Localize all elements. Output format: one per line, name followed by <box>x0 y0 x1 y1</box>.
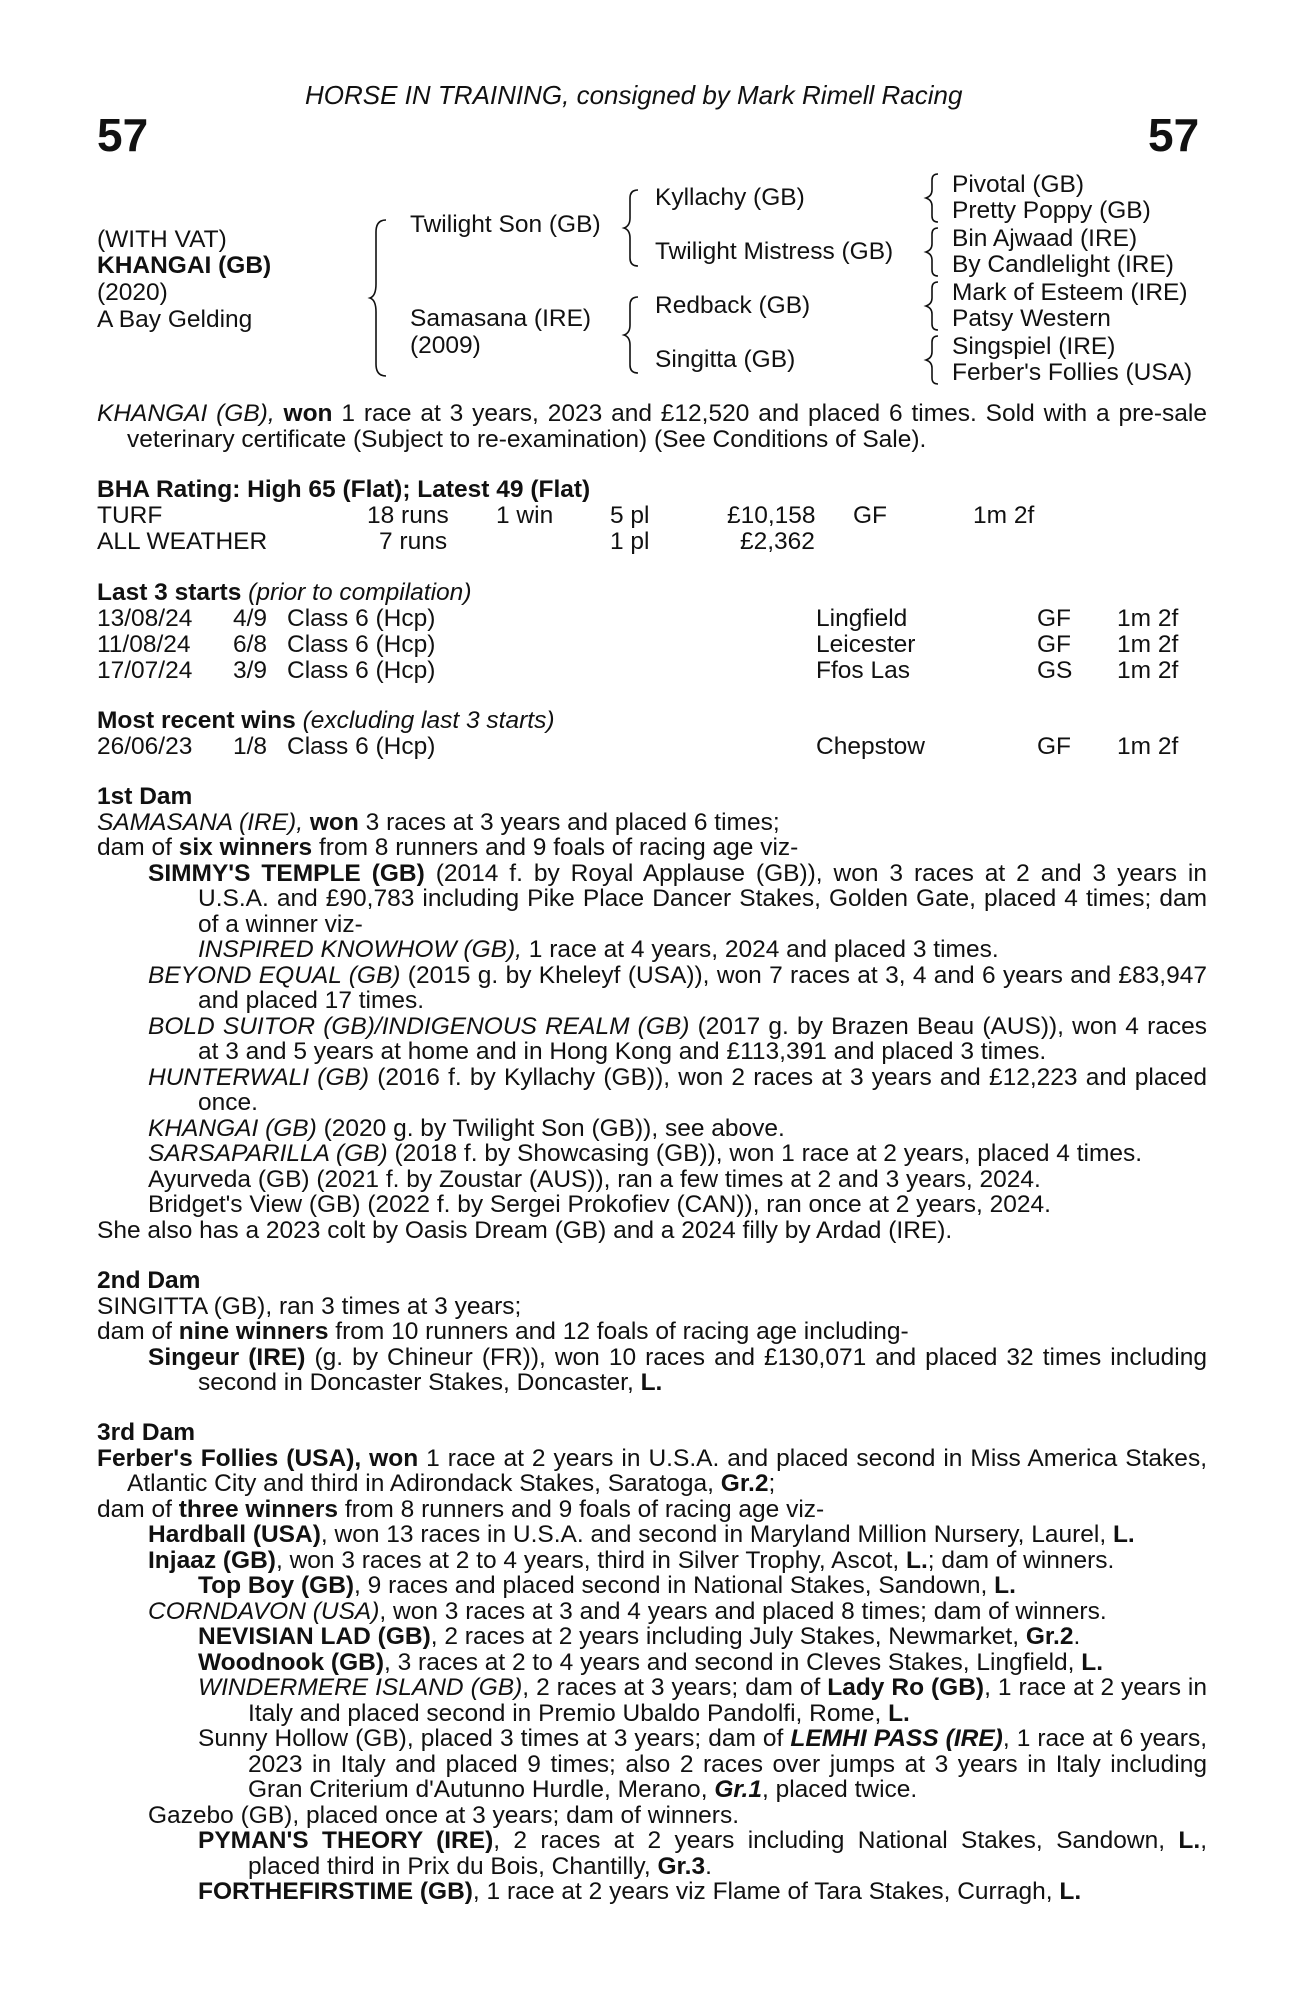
progeny-record: (g. by Chineur (FR)), won 10 races and £130,071 and placed 32 times including second in Doncaster Stakes, Doncaster, <box>198 1343 1208 1396</box>
start-date: 17/07/24 <box>97 657 193 684</box>
progeny-name: SARSAPARILLA (GB) <box>148 1140 388 1167</box>
start-class: Class 6 (Hcp) <box>287 657 436 684</box>
pedigree-sire: Twilight Son (GB) <box>410 211 601 238</box>
start-distance: 1m 2f <box>1117 631 1179 658</box>
dam2-produce-winners: nine winners <box>178 1318 329 1345</box>
pedigree-sire-sire: Kyllachy (GB) <box>655 184 805 211</box>
pedigree-sire-dam: Twilight Mistress (GB) <box>655 238 894 265</box>
listed-mark: L. <box>1178 1827 1201 1854</box>
dam3-produce-winners: three winners <box>178 1495 339 1523</box>
recent-row <box>97 734 1207 760</box>
last3-row <box>97 658 1207 684</box>
pedigree-sdd: By Candlelight (IRE) <box>952 251 1174 278</box>
rating-runs: 7 runs <box>379 528 448 555</box>
progeny-record: (2017 g. by Brazen Beau (AUS)), won 4 races at 3 and 5 years at home and in Hong Kong and £113,391 and placed 3 times. <box>198 1012 1208 1065</box>
pedigree-brace-sire <box>622 188 646 268</box>
rating-row-turf <box>97 503 1207 529</box>
dam3-name: Ferber's Follies (USA), <box>97 1444 362 1472</box>
listed-mark: L. <box>906 1546 928 1574</box>
win-class: Class 6 (Hcp) <box>287 733 436 760</box>
start-going: GS <box>1037 657 1073 684</box>
progeny-record: , won 13 races in U.S.A. and second in Maryland Million Nursery, Laurel, <box>320 1521 1113 1548</box>
rating-title: BHA Rating: High 65 (Flat); Latest 49 (Flat) <box>97 476 591 503</box>
rating-placed: 1 pl <box>610 528 650 555</box>
group-mark: Gr.1 <box>714 1776 762 1803</box>
start-class: Class 6 (Hcp) <box>287 631 436 658</box>
summary-text: 1 race at 3 years, 2023 and £12,520 and placed 6 times. Sold with a pre-sale veterinary certificate (Subject to re-examination) (See Conditions of Sale). <box>127 400 1207 453</box>
grand-progeny-name: INSPIRED KNOWHOW (GB), <box>198 936 522 963</box>
great-grand-progeny-tail: , placed twice. <box>762 1776 918 1803</box>
rating-surface: TURF <box>97 502 163 529</box>
grand-progeny-name: WINDERMERE ISLAND (GB) <box>198 1674 523 1701</box>
pedigree-dsd: Patsy Western <box>952 305 1111 332</box>
start-position: 3/9 <box>233 657 268 684</box>
third-dam-title: 3rd Dam <box>97 1419 196 1446</box>
pedigree-dam-sire: Redback (GB) <box>655 292 811 319</box>
horse-name: KHANGAI (GB) <box>97 252 272 279</box>
group-mark: Gr.2 <box>1025 1623 1074 1650</box>
progeny-record: (2015 g. by Kheleyf (USA)), won 7 races at 3, 4 and 6 years and £83,947 and placed 17 times. <box>198 961 1207 1014</box>
great-grand-progeny-record: , 1 race at 6 years, 2023 in Italy and placed 9 times; also 2 races over jumps at 3 years in Italy including Gran Criterium d'Autunno Hurdle, Merano, <box>248 1725 1208 1803</box>
catalogue-header: HORSE IN TRAINING, consigned by Mark Rimell Racing <box>305 80 963 110</box>
dam3-won: won <box>369 1444 419 1472</box>
great-grand-progeny-name: Lady Ro (GB) <box>827 1674 985 1701</box>
recent-title: Most recent wins <box>97 707 296 734</box>
horse-year: (2020) <box>97 279 168 306</box>
win-course: Chepstow <box>816 733 925 760</box>
pedigree-brace-dam <box>622 295 646 375</box>
start-position: 6/8 <box>233 631 268 658</box>
dam3-tail: ; <box>768 1470 776 1497</box>
summary-horse-name: KHANGAI (GB), <box>97 400 275 427</box>
lot-number-left: 57 <box>97 109 149 161</box>
great-grand-progeny-name: LEMHI PASS (IRE) <box>790 1725 1003 1752</box>
rating-wins: 1 win <box>496 502 554 529</box>
dam1-produce-a: dam of <box>97 834 179 861</box>
start-date: 11/08/24 <box>97 631 191 658</box>
dam3-produce-a: dam of <box>97 1495 179 1523</box>
grand-progeny-record: , 2 races at 3 years; dam of <box>522 1674 828 1701</box>
first-dam-title: 1st Dam <box>97 783 193 810</box>
progeny-entry: Gazebo (GB), placed once at 3 years; dam of winners. <box>148 1801 740 1829</box>
start-course: Ffos Las <box>816 657 910 684</box>
progeny-record: (2016 f. by Kyllachy (GB)), won 2 races at 3 years and £12,223 and placed once. <box>198 1063 1207 1116</box>
listed-mark: L. <box>1081 1648 1104 1676</box>
win-position: 1/8 <box>233 733 268 760</box>
start-position: 4/9 <box>233 605 268 632</box>
pedigree-brace-ss <box>924 172 944 224</box>
dam3-record: 1 race at 2 years in U.S.A. and placed second in Miss America Stakes, Atlantic City and third in Adirondack Stakes, Saratoga, <box>127 1444 1207 1497</box>
pedigree-dds: Singspiel (IRE) <box>952 333 1116 360</box>
pedigree-brace-ds <box>924 280 944 332</box>
summary-won: won <box>283 400 333 427</box>
vat-note: (WITH VAT) <box>97 226 227 253</box>
progeny-entry: Ayurveda (GB) (2021 f. by Zoustar (AUS)), ran a few times at 2 and 3 years, 2024. <box>148 1165 1041 1193</box>
win-date: 26/06/23 <box>97 733 193 760</box>
start-distance: 1m 2f <box>1117 605 1179 632</box>
progeny-tail: ; dam of winners. <box>927 1546 1115 1574</box>
grand-progeny-record: , 3 races at 2 to 4 years and second in Cleves Stakes, Lingfield, <box>383 1648 1082 1676</box>
grand-progeny-record: , 1 race at 2 years viz Flame of Tara Stakes, Curragh, <box>472 1878 1060 1905</box>
dam2-produce-a: dam of <box>97 1318 179 1345</box>
grand-progeny-record: , 2 races at 2 years including July Stakes, Newmarket, <box>430 1623 1026 1650</box>
grand-progeny-name: Woodnook (GB) <box>198 1648 384 1676</box>
rating-going: GF <box>853 502 888 529</box>
rating-surface: ALL WEATHER <box>97 528 268 555</box>
rating-runs: 18 runs <box>367 502 449 529</box>
last3-row <box>97 632 1207 658</box>
grand-progeny-name: FORTHEFIRSTIME (GB) <box>198 1878 473 1905</box>
dam1-won: won <box>309 808 359 836</box>
rating-distance: 1m 2f <box>973 502 1035 529</box>
dam1-name: SAMASANA (IRE), <box>97 808 304 836</box>
progeny-record: (2014 f. by Royal Applause (GB)), won 3 races at 2 and 3 years in U.S.A. and £90,783 including Pike Place Dancer Stakes, Golden Gate, placed 4 times; dam of a winner viz- <box>198 859 1207 938</box>
dam3-produce-c: from 8 runners and 9 foals of racing age viz- <box>338 1495 825 1523</box>
progeny-name: BEYOND EQUAL (GB) <box>148 961 401 989</box>
rating-prize: £10,158 <box>727 502 816 529</box>
grand-progeny-record: , 9 races and placed second in National Stakes, Sandown, <box>354 1572 995 1599</box>
grand-progeny-name: PYMAN'S THEORY (IRE) <box>198 1827 494 1854</box>
pedigree-dam-dam: Singitta (GB) <box>655 346 796 373</box>
group-mark: Gr.2 <box>720 1470 769 1497</box>
grand-progeny-record: , 2 races at 2 years including National Stakes, Sandown, <box>493 1827 1179 1854</box>
pedigree-sss: Pivotal (GB) <box>952 171 1085 198</box>
listed-mark: L. <box>888 1699 910 1727</box>
rating-prize: £2,362 <box>740 528 815 555</box>
rating-placed: 5 pl <box>610 502 650 529</box>
last3-sub: (prior to compilation) <box>248 579 472 606</box>
start-going: GF <box>1037 631 1072 658</box>
pedigree-sds: Bin Ajwaad (IRE) <box>952 225 1138 252</box>
grand-progeny-tail: . <box>1073 1623 1081 1650</box>
progeny-name: HUNTERWALI (GB) <box>148 1063 370 1091</box>
grand-progeny-record-2: , placed third in Prix du Bois, Chantilly, <box>248 1827 1207 1880</box>
progeny-name: Injaaz (GB) <box>148 1546 276 1574</box>
progeny-name: Singeur (IRE) <box>148 1343 306 1371</box>
second-dam-title: 2nd Dam <box>97 1267 201 1294</box>
dam1-produce-winners: six winners <box>178 834 313 861</box>
progeny-name: BOLD SUITOR (GB)/INDIGENOUS REALM (GB) <box>148 1012 690 1040</box>
pedigree-dss: Mark of Esteem (IRE) <box>952 279 1188 306</box>
grand-progeny-record: Sunny Hollow (GB), placed 3 times at 3 years; dam of <box>198 1725 791 1752</box>
grand-progeny-tail: . <box>705 1852 712 1880</box>
lot-number-right: 57 <box>1148 109 1200 161</box>
recent-title-line <box>97 708 554 734</box>
recent-sub: (excluding last 3 starts) <box>302 707 555 734</box>
start-class: Class 6 (Hcp) <box>287 605 436 632</box>
second-dam-section <box>97 1268 1207 1396</box>
group-mark: Gr.3 <box>657 1852 706 1880</box>
start-date: 13/08/24 <box>97 605 193 632</box>
dam2-produce-c: from 10 runners and 12 foals of racing age including- <box>328 1318 909 1345</box>
listed-mark: L. <box>1059 1878 1082 1905</box>
pedigree-ddd: Ferber's Follies (USA) <box>952 359 1193 386</box>
rating-row-aw <box>97 529 1207 555</box>
progeny-record: , won 3 races at 2 to 4 years, third in Silver Trophy, Ascot, <box>275 1546 906 1574</box>
great-grand-progeny-record: , 1 race at 2 years in Italy and placed second in Premio Ubaldo Pandolfi, Rome, <box>248 1674 1207 1727</box>
pedigree-brace-main <box>368 218 398 378</box>
last3-row <box>97 606 1207 632</box>
pedigree-dam-year: (2009) <box>410 332 481 359</box>
progeny-name: KHANGAI (GB) <box>148 1114 317 1142</box>
start-course: Leicester <box>816 631 916 658</box>
progeny-record: (2018 f. by Showcasing (GB)), won 1 race at 2 years, placed 4 times. <box>387 1140 1143 1167</box>
progeny-record: , won 3 races at 3 and 4 years and placed 8 times; dam of winners. <box>379 1597 1107 1625</box>
summary-paragraph <box>97 401 1207 452</box>
grand-progeny-record: 1 race at 4 years, 2024 and placed 3 times. <box>521 936 999 963</box>
dam1-foals-note: She also has a 2023 colt by Oasis Dream (GB) and a 2024 filly by Ardad (IRE). <box>97 1216 953 1244</box>
win-distance: 1m 2f <box>1117 733 1179 760</box>
first-dam-section <box>97 784 1207 1243</box>
listed-mark: L. <box>1112 1521 1135 1548</box>
progeny-name: Hardball (USA) <box>148 1521 321 1548</box>
last3-title-line <box>97 580 471 606</box>
start-course: Lingfield <box>816 605 908 632</box>
progeny-entry: Bridget's View (GB) (2022 f. by Sergei Prokofiev (CAN)), ran once at 2 years, 2024. <box>148 1191 1051 1218</box>
win-going: GF <box>1037 733 1072 760</box>
listed-mark: L. <box>640 1369 663 1396</box>
dam1-record: 3 races at 3 years and placed 6 times; <box>358 808 780 836</box>
grand-progeny-name: Top Boy (GB) <box>198 1572 355 1599</box>
pedigree-brace-dd <box>924 334 944 386</box>
dam1-produce-c: from 8 runners and 9 foals of racing age viz- <box>312 834 799 861</box>
progeny-name: CORNDAVON (USA) <box>148 1597 380 1625</box>
start-going: GF <box>1037 605 1072 632</box>
last3-title: Last 3 starts <box>97 579 242 606</box>
progeny-record: (2020 g. by Twilight Son (GB)), see above. <box>316 1114 785 1142</box>
pedigree-ssd: Pretty Poppy (GB) <box>952 197 1151 224</box>
horse-description: A Bay Gelding <box>97 306 253 333</box>
progeny-name: SIMMY'S TEMPLE (GB) <box>148 859 425 887</box>
third-dam-section <box>97 1420 1207 1905</box>
start-distance: 1m 2f <box>1117 657 1179 684</box>
grand-progeny-name: NEVISIAN LAD (GB) <box>198 1623 431 1650</box>
listed-mark: L. <box>994 1572 1016 1599</box>
dam2-record: SINGITTA (GB), ran 3 times at 3 years; <box>97 1292 522 1320</box>
pedigree-dam: Samasana (IRE) <box>410 305 592 332</box>
pedigree-brace-sd <box>924 226 944 278</box>
